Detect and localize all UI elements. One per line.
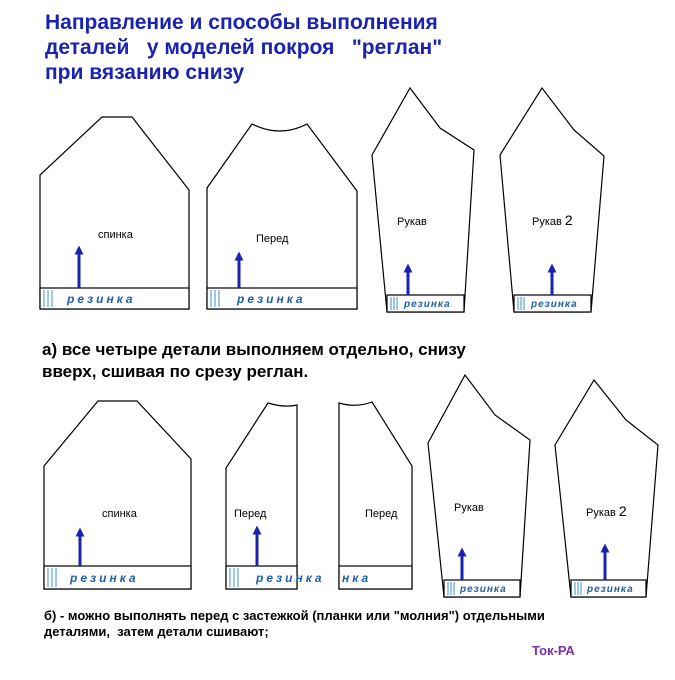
label-sleeve-2: Рукав 2 [532,212,573,228]
piece-front-right-b [339,402,412,589]
label-front: Перед [256,233,289,245]
title-line-1: Направление и способы выполнения [45,11,438,34]
label-sleeve: Рукав [397,216,427,228]
label-back: спинка [98,229,133,241]
ribbing-label: резинка [460,584,507,595]
label-back: спинка [102,508,137,520]
ribbing-label: резинка [531,299,578,310]
ribbing-label: резинка [237,292,306,306]
piece-front-a [207,124,357,309]
ribbing-label: резинка [70,571,139,585]
piece-sleeve-2-a [500,88,604,312]
piece-front-left-b [226,403,325,589]
ribbing-label: резинка [67,292,136,306]
label-sleeve-2: Рукав 2 [586,503,627,519]
label-front: Перед [365,508,398,520]
ribbing-label: резинка [256,571,325,585]
caption-variant-a [42,339,466,383]
ribbing-label: резинка [587,584,634,595]
label-sleeve: Рукав [454,502,484,514]
author-signature: Ток-РА [532,643,575,658]
caption-b-line-2: деталями, затем детали сшивают; [44,624,269,639]
title-line-2: деталей у моделей покроя "реглан" [45,36,443,59]
ribbing-label: резинка [404,299,451,310]
title-line-3: при вязанию снизу [45,61,245,84]
piece-sleeve-2-b [555,380,658,597]
piece-back-a [40,117,189,309]
label-front: Перед [234,508,267,520]
caption-a-line-1: а) все четыре детали выполняем отдельно, снизу [42,340,466,359]
caption-b-line-1: б) - можно выполнять перед с застежкой (планки или "молния") отдельными [44,608,545,623]
caption-a-line-2: вверх, сшивая по срезу реглан. [42,362,309,381]
piece-sleeve-b [428,375,530,597]
piece-back-b [44,401,191,589]
piece-sleeve-a [372,88,474,312]
ribbing-label: нка [342,571,372,585]
caption-variant-b [44,608,545,640]
